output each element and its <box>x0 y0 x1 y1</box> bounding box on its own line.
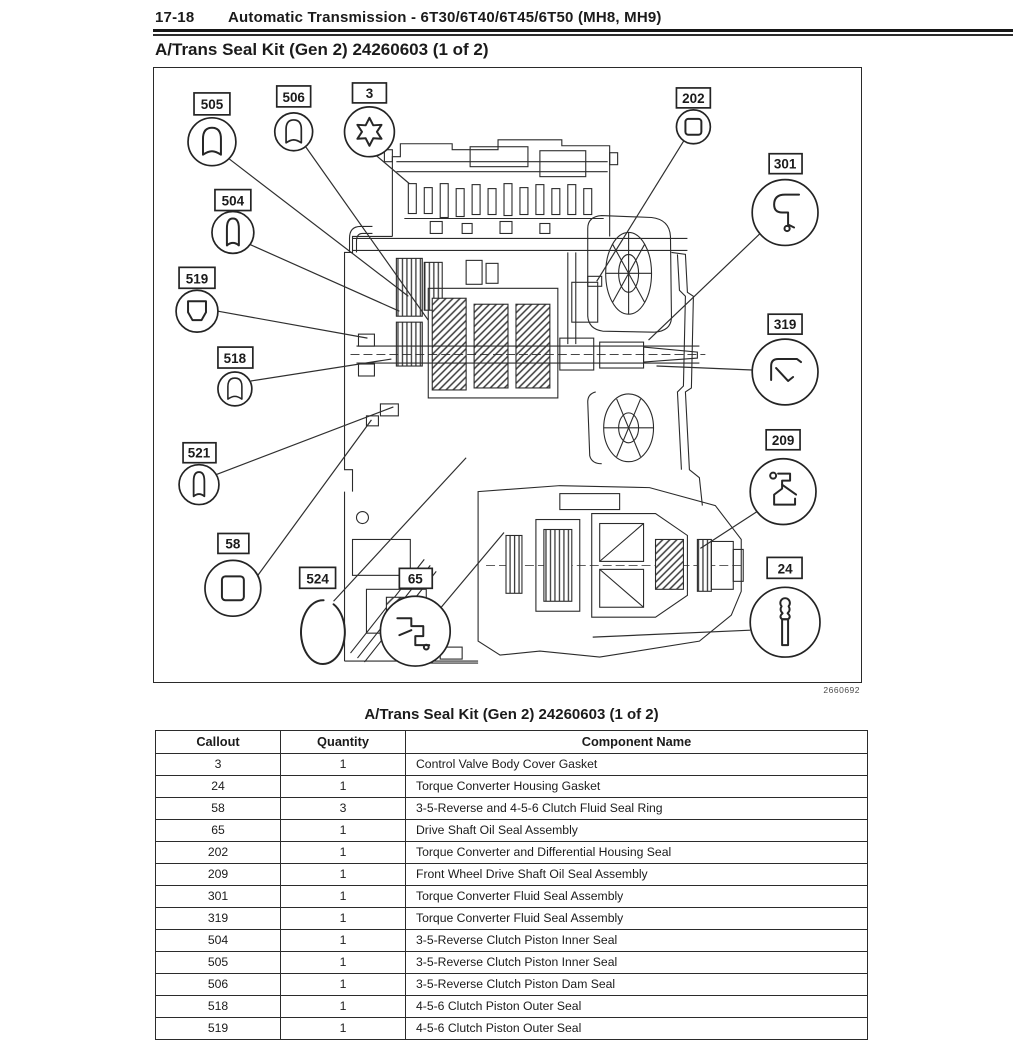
header-rule-thick <box>153 29 1013 32</box>
table-row <box>156 842 868 864</box>
diagram-frame <box>153 67 862 683</box>
table-row <box>156 864 868 886</box>
table-row <box>156 908 868 930</box>
callout-cell: 24 <box>156 776 281 798</box>
callout-cell: 518 <box>156 996 281 1018</box>
header-rule-thin <box>153 34 1013 36</box>
figure-code: 2660692 <box>823 685 860 695</box>
callout-label: 319 <box>773 317 797 333</box>
page-header <box>155 9 1013 26</box>
leader-line <box>216 407 393 475</box>
parts-table <box>155 730 868 1040</box>
leader-line <box>250 244 400 311</box>
callout-circle <box>750 459 816 525</box>
page-number: 17-18 <box>155 9 195 26</box>
column-header-callout: Callout <box>156 731 281 754</box>
component-name-cell: 3-5-Reverse Clutch Piston Inner Seal <box>406 952 868 974</box>
callout-cell: 202 <box>156 842 281 864</box>
callout-cell: 3 <box>156 754 281 776</box>
table-row <box>156 1018 868 1040</box>
callout-circle <box>676 110 710 144</box>
quantity-cell: 1 <box>281 1018 406 1040</box>
component-name-cell: 3-5-Reverse Clutch Piston Inner Seal <box>406 930 868 952</box>
callout-label: 506 <box>282 89 305 105</box>
leader-line <box>251 359 392 381</box>
callout-label: 505 <box>200 96 224 112</box>
callout-cell: 506 <box>156 974 281 996</box>
quantity-cell: 3 <box>281 798 406 820</box>
leader-line <box>441 532 504 607</box>
component-name-cell: Drive Shaft Oil Seal Assembly <box>406 820 868 842</box>
table-row <box>156 886 868 908</box>
quantity-cell: 1 <box>281 952 406 974</box>
callout-circle <box>275 113 313 151</box>
seal-kit-diagram <box>154 68 861 682</box>
component-name-cell: Torque Converter Housing Gasket <box>406 776 868 798</box>
callout-519 <box>176 267 367 338</box>
table-title: A/Trans Seal Kit (Gen 2) 24260603 (1 of 2) <box>364 706 659 723</box>
quantity-cell: 1 <box>281 754 406 776</box>
column-header-component-name: Component Name <box>406 731 868 754</box>
leader-line <box>649 233 761 340</box>
callout-cell: 505 <box>156 952 281 974</box>
table-row <box>156 820 868 842</box>
component-name-cell: 3-5-Reverse and 4-5-6 Clutch Fluid Seal Ring <box>406 798 868 820</box>
quantity-cell: 1 <box>281 974 406 996</box>
component-name-cell: 3-5-Reverse Clutch Piston Dam Seal <box>406 974 868 996</box>
callout-circle <box>345 107 395 157</box>
leader-line <box>306 147 429 320</box>
callout-label: 58 <box>225 536 241 552</box>
quantity-cell: 1 <box>281 842 406 864</box>
leader-line <box>657 366 753 370</box>
callout-cell: 65 <box>156 820 281 842</box>
table-row <box>156 776 868 798</box>
callout-circle <box>176 290 218 332</box>
component-name-cell: Torque Converter and Differential Housing Seal <box>406 842 868 864</box>
callout-cell: 519 <box>156 1018 281 1040</box>
callout-cell: 301 <box>156 886 281 908</box>
callout-label: 524 <box>306 571 329 587</box>
quantity-cell: 1 <box>281 864 406 886</box>
callout-cell: 504 <box>156 930 281 952</box>
component-name-cell: Torque Converter Fluid Seal Assembly <box>406 886 868 908</box>
callout-521 <box>179 407 393 505</box>
table-row <box>156 952 868 974</box>
callout-label: 3 <box>365 85 374 101</box>
component-name-cell: 4-5-6 Clutch Piston Outer Seal <box>406 1018 868 1040</box>
callout-3 <box>345 83 410 184</box>
quantity-cell: 1 <box>281 996 406 1018</box>
callout-circle <box>179 465 219 505</box>
table-header-row <box>156 731 868 754</box>
figure-title: A/Trans Seal Kit (Gen 2) 24260603 (1 of 2) <box>155 40 489 59</box>
quantity-cell: 1 <box>281 908 406 930</box>
section-title: Automatic Transmission - 6T30/6T40/6T45/6T50 (MH8, MH9) <box>228 9 662 26</box>
quantity-cell: 1 <box>281 820 406 842</box>
component-name-cell: Front Wheel Drive Shaft Oil Seal Assembly <box>406 864 868 886</box>
callout-label: 504 <box>221 193 245 209</box>
callout-circle <box>752 339 818 405</box>
callout-cell: 209 <box>156 864 281 886</box>
component-name-cell: Control Valve Body Cover Gasket <box>406 754 868 776</box>
callout-label: 65 <box>407 571 423 587</box>
callout-301 <box>649 154 818 340</box>
leader-line <box>258 420 372 575</box>
quantity-cell: 1 <box>281 930 406 952</box>
callout-label: 519 <box>185 271 209 287</box>
table-row <box>156 798 868 820</box>
callout-label: 301 <box>773 156 797 172</box>
callout-cell: 58 <box>156 798 281 820</box>
callout-label: 24 <box>777 561 793 577</box>
table-row <box>156 996 868 1018</box>
callout-circle <box>218 372 252 406</box>
callout-circle <box>205 560 261 616</box>
table-row <box>156 974 868 996</box>
table-row <box>156 930 868 952</box>
callout-label: 521 <box>187 445 211 461</box>
callout-209 <box>700 430 816 549</box>
quantity-cell: 1 <box>281 886 406 908</box>
quantity-cell: 1 <box>281 776 406 798</box>
table-row <box>156 754 868 776</box>
component-name-cell: Torque Converter Fluid Seal Assembly <box>406 908 868 930</box>
callout-202 <box>597 88 711 281</box>
callout-circle <box>380 596 450 666</box>
callout-label: 209 <box>771 432 795 448</box>
callout-cell: 319 <box>156 908 281 930</box>
component-name-cell: 4-5-6 Clutch Piston Outer Seal <box>406 996 868 1018</box>
leader-line <box>593 630 750 637</box>
snap-ring-icon <box>301 600 345 664</box>
callout-label: 202 <box>682 90 705 106</box>
column-header-quantity: Quantity <box>281 731 406 754</box>
callout-label: 518 <box>223 351 247 367</box>
callout-circle <box>188 118 236 166</box>
leader-line <box>700 512 757 549</box>
